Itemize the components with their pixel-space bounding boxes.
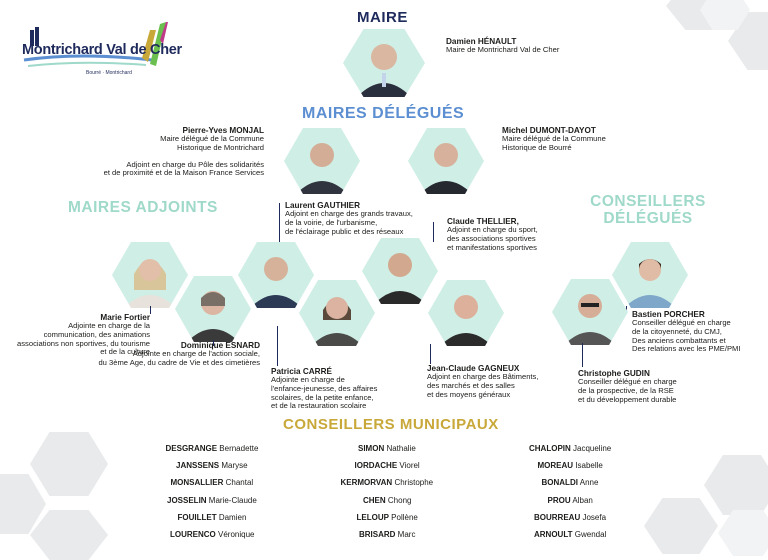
council-member-lastname: SIMON: [358, 444, 385, 453]
porcher-role-line: de la citoyenneté, du CMJ,: [632, 327, 722, 336]
conseiller-delegue-porcher: [632, 310, 740, 354]
council-member-firstname: Bernadette: [217, 444, 259, 453]
maire-name: Damien HÉNAULT: [446, 37, 517, 46]
dumont-dayot-role-line: Maire délégué de la Commune: [502, 134, 606, 144]
person-portrait-icon: [428, 280, 504, 346]
council-member: [534, 530, 606, 539]
gauthier-role-line: de la voirie, de l'urbanisme,: [285, 218, 378, 227]
adjoint-esnard: [40, 341, 260, 368]
decorative-hexagon: [704, 455, 768, 515]
carre-role-line: et de la restauration scolaire: [271, 401, 367, 411]
council-member-lastname: BONALDI: [541, 478, 578, 488]
conseillers-delegues-line2: DÉLÉGUÉS: [603, 210, 693, 227]
council-member-firstname: Isabelle: [573, 461, 603, 471]
gagneux-role-line: Adjoint en charge des Bâtiments,: [427, 372, 539, 382]
person-portrait-icon: [299, 280, 375, 346]
monjal-extra-line: Adjoint en charge du Pôle des solidarités: [126, 159, 264, 169]
person-portrait-icon: [175, 276, 251, 342]
dumont-dayot-role-line: Historique de Bourré: [502, 143, 572, 152]
portrait-bastien-porcher: [612, 242, 688, 308]
conseiller-delegue-gudin: [578, 369, 677, 404]
decorative-hexagon: [30, 432, 108, 496]
council-member: [178, 513, 247, 522]
council-member-lastname: DESGRANGE: [165, 444, 218, 453]
portrait-damien-henault: [343, 29, 425, 97]
section-title-conseillers-municipaux: CONSEILLERS MUNICIPAUX: [283, 416, 499, 433]
monjal-role-line: Maire délégué de la Commune: [160, 134, 264, 144]
council-member-lastname: BRISARD: [359, 530, 396, 539]
section-title-maire: MAIRE: [357, 9, 408, 26]
person-portrait-icon: [408, 128, 484, 194]
gauthier-role-line: de l'éclairage public et des réseaux: [285, 226, 404, 236]
person-portrait-icon: [612, 242, 688, 308]
gagneux-role-line: et des moyens généraux: [427, 389, 511, 399]
gauthier-role-line: Adjoint en charge des grands travaux,: [285, 209, 413, 219]
council-member-firstname: Damien: [216, 512, 247, 522]
council-member-lastname: FOUILLET: [177, 512, 217, 522]
carre-role-line: l'enfance-jeunesse, des affaires: [271, 384, 378, 393]
connector-line: [277, 326, 278, 366]
council-member-firstname: Alban: [570, 495, 593, 505]
council-member: [357, 513, 418, 522]
council-member: [170, 530, 254, 539]
council-member-firstname: Nathalie: [384, 444, 416, 453]
connector-line: [433, 222, 434, 242]
council-member: [341, 478, 434, 487]
decorative-hexagon: [718, 510, 768, 556]
carre-role-line: scolaires, de la petite enfance,: [271, 392, 374, 402]
council-member: [171, 478, 254, 487]
council-member: [167, 496, 257, 505]
thellier-name: Claude THELLIER,: [447, 217, 519, 226]
gagneux-role-line: des marchés et des salles: [427, 381, 515, 390]
connector-line: [150, 306, 151, 314]
person-portrait-icon: [362, 238, 438, 304]
council-member: [359, 530, 415, 539]
council-member-lastname: JOSSELIN: [167, 495, 207, 505]
council-member: [538, 461, 603, 470]
council-member-lastname: PROU: [547, 495, 571, 505]
fortier-name: Marie Fortier: [100, 313, 150, 322]
council-member-firstname: Josefa: [580, 512, 607, 522]
maire-role: Maire de Montrichard Val de Cher: [446, 45, 560, 55]
council-member-firstname: Viorel: [397, 461, 420, 471]
council-member: [176, 461, 248, 470]
maire-delegue-monjal: [60, 126, 264, 178]
portrait-jean-claude-gagneux: [428, 280, 504, 346]
council-member-lastname: MOREAU: [537, 461, 574, 471]
conseillers-delegues-line1: CONSEILLERS: [590, 193, 706, 210]
monjal-extra-line: et de proximité et de la Maison France Services: [103, 168, 264, 178]
portrait-michel-dumont-dayot: [408, 128, 484, 194]
council-member: [358, 444, 416, 453]
council-member-lastname: JANSSENS: [176, 461, 220, 471]
thellier-role-line: Adjoint en charge du sport,: [447, 225, 538, 235]
council-member-firstname: Marc: [395, 530, 416, 539]
council-member-lastname: IORDACHE: [354, 461, 398, 471]
dumont-dayot-name: Michel DUMONT-DAYOT: [502, 126, 596, 135]
council-member-firstname: Véronique: [215, 530, 255, 539]
fortier-role-line: associations non sportives, du tourisme: [17, 338, 150, 348]
logo-subtitle: Bourré · Montrichard: [86, 70, 132, 76]
council-member-firstname: Jacqueline: [570, 444, 612, 453]
person-portrait-icon: [552, 279, 628, 345]
porcher-role-line: Conseiller délégué en charge: [632, 318, 731, 328]
portrait-christophe-gudin: [552, 279, 628, 345]
council-member-firstname: Christophe: [392, 478, 434, 488]
maire-delegue-dumont-dayot: [502, 126, 606, 153]
esnard-name: Dominique ESNARD: [180, 341, 260, 350]
maire-info: [446, 37, 559, 55]
council-member-lastname: LELOUP: [356, 512, 389, 522]
council-member: [529, 444, 611, 453]
council-member-lastname: BOURREAU: [534, 512, 581, 522]
council-member: [363, 496, 411, 505]
fortier-role-line: Adjointe en charge de la: [68, 321, 150, 331]
council-member-lastname: MONSALLIER: [170, 478, 224, 488]
connector-line: [279, 203, 280, 247]
decorative-hexagon: [30, 510, 108, 560]
portrait-laurent-gauthier: [238, 242, 314, 308]
person-portrait-icon: [112, 242, 188, 308]
council-member-lastname: ARNOULT: [534, 530, 573, 539]
section-title-maires-delegues: MAIRES DÉLÉGUÉS: [302, 105, 465, 122]
council-member-lastname: KERMORVAN: [340, 478, 393, 488]
municipal-logo: [20, 18, 182, 84]
adjoint-carre: [271, 367, 377, 411]
carre-name: Patricia CARRÉ: [271, 367, 332, 376]
decorative-hexagon: [644, 498, 718, 554]
gudin-name: Christophe GUDIN: [578, 369, 650, 378]
porcher-role-line: Des anciens combattants et: [632, 335, 726, 345]
connector-line: [430, 344, 431, 364]
esnard-role-line: Adjointe en charge de l'action sociale,: [132, 349, 260, 359]
esnard-role-line: du 3ème Age, du cadre de Vie et des cimetières: [98, 358, 260, 367]
council-member-firstname: Pollène: [388, 512, 418, 522]
gudin-role-line: Conseiller délégué en charge: [578, 377, 677, 387]
council-member: [534, 513, 606, 522]
gudin-role-line: de la prospective, de la RSE: [578, 386, 674, 395]
adjoint-gagneux: [427, 364, 538, 399]
portrait-claude-thellier: [362, 238, 438, 304]
fortier-role-line: et de la culture: [100, 347, 150, 357]
council-member-firstname: Anne: [577, 478, 599, 488]
fortier-role-line: communication, des animations: [43, 330, 150, 339]
portrait-marie-fortier: [112, 242, 188, 308]
council-member-lastname: CHEN: [363, 495, 386, 505]
council-member: [548, 496, 593, 505]
connector-line: [582, 343, 583, 367]
council-member-firstname: Maryse: [219, 461, 248, 471]
gudin-role-line: et du développement durable: [578, 394, 677, 404]
thellier-role-line: et manifestations sportives: [447, 242, 537, 252]
porcher-role-line: Des relations avec les PME/PMI: [632, 344, 741, 354]
portrait-dominique-esnard: [175, 276, 251, 342]
logo-name: Montrichard Val de Cher: [22, 42, 182, 58]
person-portrait-icon: [238, 242, 314, 308]
gagneux-name: Jean-Claude GAGNEUX: [427, 364, 520, 373]
council-member-firstname: Marie-Claude: [206, 495, 257, 505]
council-member-firstname: Chantal: [223, 478, 254, 488]
council-member-lastname: LOURENCO: [170, 530, 216, 539]
monjal-role-line: Historique de Montrichard: [177, 143, 264, 152]
council-member-firstname: Gwendal: [572, 530, 607, 539]
portrait-pierre-yves-monjal: [284, 128, 360, 194]
adjoint-thellier: [447, 217, 538, 252]
section-title-maires-adjoints: MAIRES ADJOINTS: [68, 199, 218, 216]
council-member: [166, 444, 259, 453]
portrait-patricia-carre: [299, 280, 375, 346]
gauthier-name: Laurent GAUTHIER: [285, 201, 361, 210]
adjoint-gauthier: [285, 201, 413, 236]
person-portrait-icon: [284, 128, 360, 194]
porcher-name: Bastien PORCHER: [632, 310, 705, 319]
council-member: [542, 478, 599, 487]
carre-role-line: Adjointe en charge de: [271, 375, 345, 385]
council-member-lastname: CHALOPIN: [529, 444, 571, 453]
section-title-conseillers-delegues: [588, 193, 708, 227]
council-member: [355, 461, 420, 470]
thellier-role-line: des associations sportives: [447, 234, 536, 243]
monjal-name: Pierre-Yves MONJAL: [182, 126, 264, 135]
person-portrait-icon: [343, 29, 425, 97]
council-member-firstname: Chong: [385, 495, 412, 505]
